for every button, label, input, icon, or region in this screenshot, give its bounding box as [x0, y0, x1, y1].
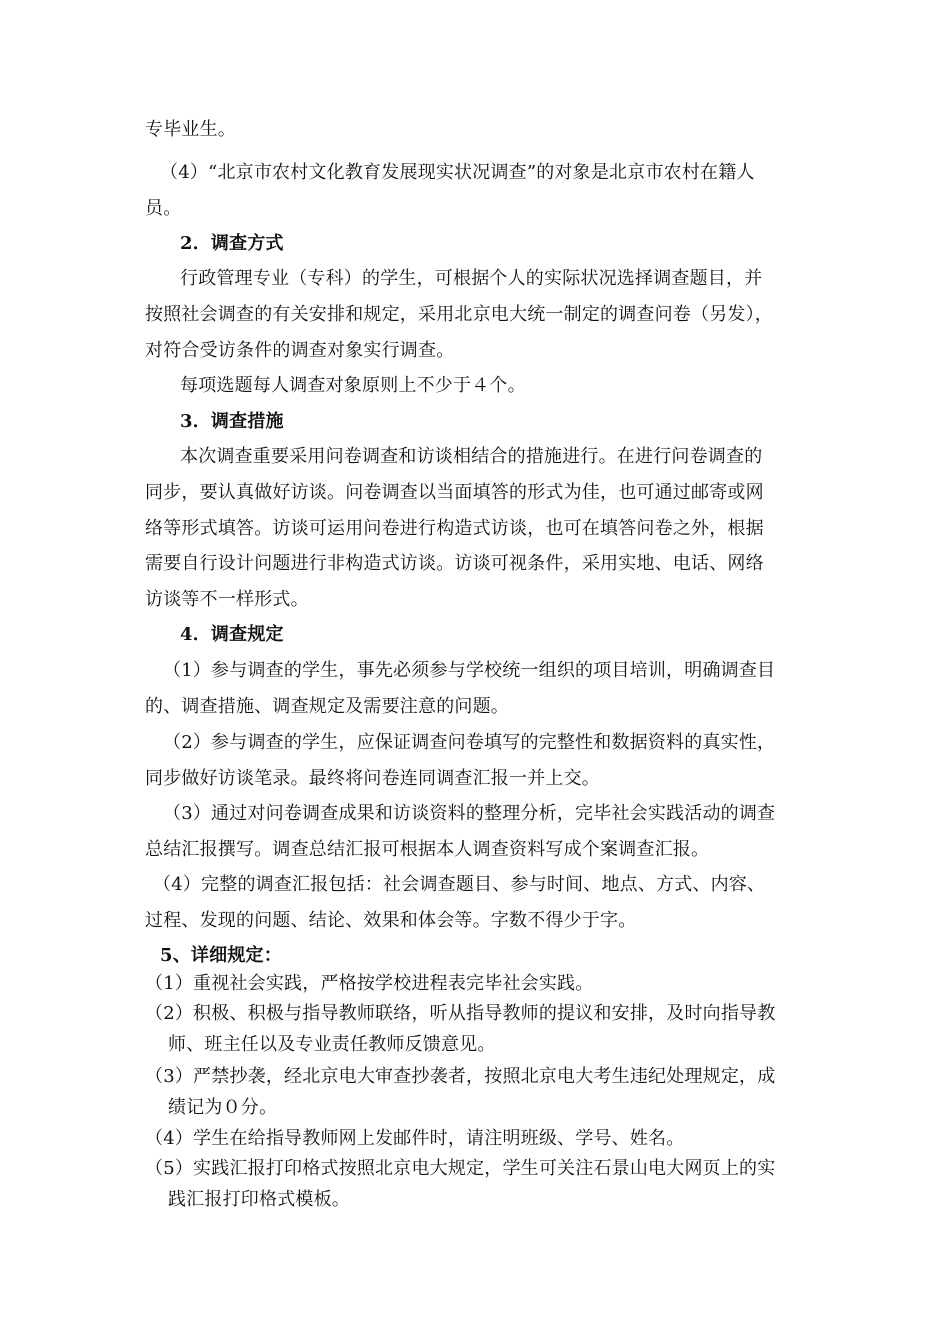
text-line: （1）参与调查的学生，事先必须参与学校统一组织的项目培训，明确调查目 [163, 660, 776, 681]
text-line: 按照社会调查的有关安排和规定，采用北京电大统一制定的调查问卷（另发）， [145, 304, 773, 325]
text-line: 的、调查措施、调查规定及需要注意的问题。 [145, 696, 509, 717]
text-line: （3）通过对问卷调查成果和访谈资料的整理分析，完毕社会实践活动的调查 [163, 803, 776, 824]
text-line: 需要自行设计问题进行非构造式访谈。访谈可视条件，采用实地、电话、网络 [145, 553, 764, 574]
text-line: （2）积极、积极与指导教师联络，听从指导教师的提议和安排，及时向指导教 [145, 1003, 776, 1024]
text-line: 同步，要认真做好访谈。问卷调查以当面填答的形式为佳，也可通过邮寄或网 [145, 482, 764, 503]
text-line: 对符合受访条件的调查对象实行调查。 [145, 340, 455, 361]
text-line: （3）严禁抄袭，经北京电大审查抄袭者，按照北京电大考生违纪处理规定，成 [145, 1066, 776, 1087]
text-line: （5）实践汇报打印格式按照北京电大规定，学生可关注石景山电大网页上的实 [145, 1158, 776, 1179]
text-line: 过程、发现的问题、结论、效果和体会等。字数不得少于字。 [145, 910, 637, 931]
text-line: 师、班主任以及专业责任教师反馈意见。 [168, 1034, 496, 1055]
text-line: 专毕业生。 [145, 119, 236, 140]
text-line: 绩记为０分。 [168, 1097, 278, 1118]
text-line: （4）学生在给指导教师网上发邮件时，请注明班级、学号、姓名。 [145, 1128, 685, 1149]
text-line: 践汇报打印格式模板。 [168, 1189, 350, 1210]
text-line: 访谈等不一样形式。 [145, 589, 309, 610]
text-line: （4）完整的调查汇报包括：社会调查题目、参与时间、地点、方式、内容、 [153, 874, 766, 895]
text-line: 每项选题每人调查对象原则上不少于４个。 [180, 375, 526, 396]
section-heading: 3．调查措施 [180, 411, 284, 432]
text-line: （1）重视社会实践，严格按学校进程表完毕社会实践。 [145, 973, 594, 994]
text-line: 络等形式填答。访谈可运用问卷进行构造式访谈，也可在填答问卷之外，根据 [145, 518, 764, 539]
text-line: 总结汇报撰写。调查总结汇报可根据本人调查资料写成个案调查汇报。 [145, 839, 710, 860]
section-heading: 2．调查方式 [180, 233, 284, 254]
text-line: 行政管理专业（专科）的学生，可根据个人的实际状况选择调查题目，并 [180, 268, 763, 289]
text-line: 员。 [145, 198, 182, 219]
text-line: 本次调查重要采用问卷调查和访谈相结合的措施进行。在进行问卷调查的 [180, 446, 763, 467]
text-line: （2）参与调查的学生，应保证调查问卷填写的完整性和数据资料的真实性， [163, 732, 776, 753]
section-heading: 4．调查规定 [180, 624, 284, 645]
text-line: 同步做好访谈笔录。最终将问卷连同调查汇报一并上交。 [145, 768, 600, 789]
section-heading: 5、详细规定： [160, 945, 282, 966]
text-line: （4）“北京市农村文化教育发展现实状况调查”的对象是北京市农村在籍人 [160, 162, 755, 183]
